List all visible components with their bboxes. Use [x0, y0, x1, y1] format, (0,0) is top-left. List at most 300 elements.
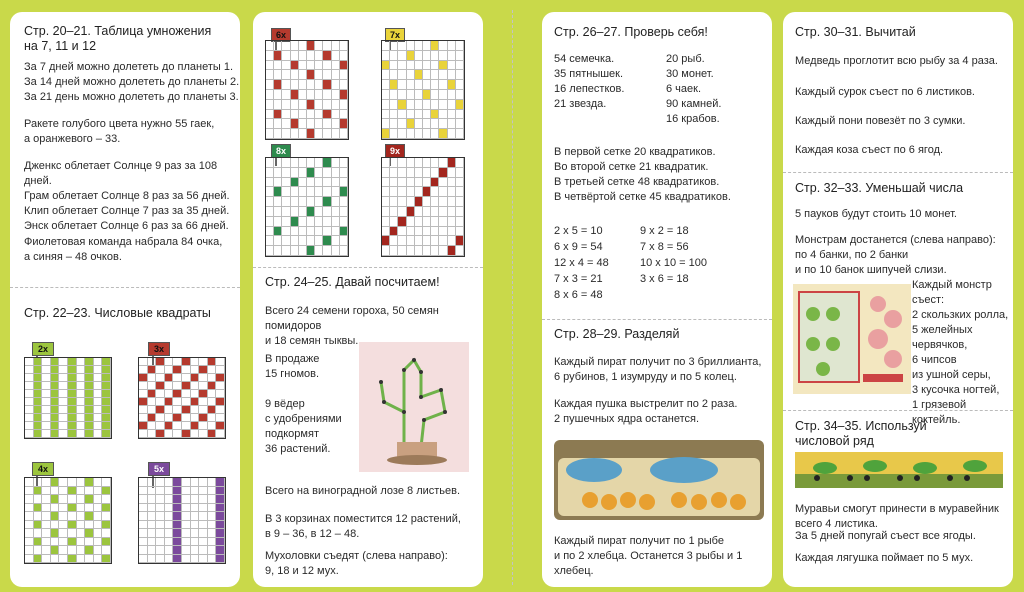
grid-cell — [51, 414, 60, 422]
grid-cell — [216, 398, 225, 406]
grid-cell — [439, 178, 447, 188]
grid-cell — [415, 168, 423, 178]
grid-cell — [42, 366, 51, 374]
grid-cell — [165, 529, 174, 538]
grid-cell — [266, 51, 274, 61]
grid-cell — [42, 495, 51, 504]
grid-cell — [431, 90, 439, 100]
grid-cell — [299, 227, 307, 237]
grid-cell — [59, 422, 68, 430]
grid-cell — [456, 110, 464, 120]
grid-cell — [34, 478, 43, 487]
grid-cell — [34, 358, 43, 366]
grid-label-9x: 9x — [385, 144, 405, 158]
number-grid-5x — [138, 477, 226, 564]
grid-cell — [85, 512, 94, 521]
grid-cell — [315, 217, 323, 227]
grid-cell — [274, 227, 282, 237]
grid-cell — [199, 555, 208, 564]
grid-cell — [148, 414, 157, 422]
grid-cell — [382, 100, 390, 110]
grid-cell — [216, 478, 225, 487]
grid-cell — [398, 246, 406, 256]
grid-cell — [25, 555, 34, 564]
grid-label-3x: 3x — [148, 342, 170, 356]
grid-cell — [77, 390, 86, 398]
section-title-20-21: Стр. 20–21. Таблица умножения на 7, 11 и 12 — [24, 24, 212, 53]
grid-cell — [94, 495, 103, 504]
grid-cell — [299, 236, 307, 246]
grid-cell — [282, 187, 290, 197]
grid-cell — [139, 538, 148, 547]
grid-cell — [25, 366, 34, 374]
grid-cell — [266, 90, 274, 100]
grid-cell — [191, 358, 200, 366]
grid-cell — [68, 504, 77, 513]
grid-cell — [340, 110, 348, 120]
grid-cell — [77, 487, 86, 496]
grid-cell — [208, 495, 217, 504]
grid-cell — [291, 197, 299, 207]
grid-cell — [42, 555, 51, 564]
grid-cell — [323, 207, 331, 217]
grid-cell — [266, 129, 274, 139]
grid-cell — [390, 227, 398, 237]
grid-cell — [165, 374, 174, 382]
grid-cell — [382, 119, 390, 129]
grid-cell — [323, 178, 331, 188]
grid-cell — [208, 422, 217, 430]
grid-cell — [199, 398, 208, 406]
grid-cell — [282, 236, 290, 246]
grid-cell — [208, 538, 217, 547]
grid-cell — [291, 158, 299, 168]
grid-cell — [148, 555, 157, 564]
grid-cell — [191, 390, 200, 398]
grid-cell — [307, 41, 315, 51]
grid-cell — [51, 422, 60, 430]
grid-cell — [390, 246, 398, 256]
grid-cell — [282, 61, 290, 71]
grid-cell — [415, 100, 423, 110]
grid-cell — [307, 119, 315, 129]
grid-cell — [156, 430, 165, 438]
grid-cell — [191, 512, 200, 521]
grid-cell — [382, 246, 390, 256]
grid-cell — [274, 187, 282, 197]
grid-cell — [307, 207, 315, 217]
grid-cell — [398, 100, 406, 110]
grid-cell — [156, 422, 165, 430]
grid-cell — [332, 80, 340, 90]
grid-cell — [199, 390, 208, 398]
grid-cell — [173, 504, 182, 513]
grid-cell — [59, 430, 68, 438]
grid-cell — [315, 119, 323, 129]
grid-cell — [415, 41, 423, 51]
grid-cell — [315, 41, 323, 51]
grid-cell — [199, 358, 208, 366]
grid-cell — [77, 538, 86, 547]
grid-cell — [42, 390, 51, 398]
number-grid-7x — [381, 40, 465, 140]
grid-cell — [448, 197, 456, 207]
grid-cell — [68, 521, 77, 530]
grid-cell — [448, 70, 456, 80]
answer-gnomes: В продаже 15 гномов. — [265, 353, 320, 380]
grid-cell — [165, 521, 174, 530]
grid-cell — [165, 414, 174, 422]
grid-cell — [148, 546, 157, 555]
grid-cell — [448, 187, 456, 197]
grid-cell — [191, 555, 200, 564]
grid-cell — [59, 546, 68, 555]
grid-cell — [307, 227, 315, 237]
grid-cell — [216, 406, 225, 414]
grid-cell — [423, 217, 431, 227]
grid-cell — [382, 90, 390, 100]
grid-cell — [291, 61, 299, 71]
grid-cell — [340, 119, 348, 129]
grid-cell — [423, 90, 431, 100]
grid-cell — [407, 178, 415, 188]
grid-cell — [85, 538, 94, 547]
grid-cell — [68, 358, 77, 366]
grid-cell — [382, 70, 390, 80]
grid-cell — [77, 374, 86, 382]
grid-cell — [102, 555, 111, 564]
grid-cell — [173, 374, 182, 382]
answer-list-left: 54 семечка. 35 пятнышек. 16 лепестков. 21 звезда. — [554, 53, 625, 110]
grid-cell — [266, 168, 274, 178]
grid-cell — [165, 422, 174, 430]
grid-cell — [51, 358, 60, 366]
grid-cell — [34, 529, 43, 538]
grid-cell — [191, 414, 200, 422]
grid-cell — [85, 406, 94, 414]
grid-cell — [139, 430, 148, 438]
grid-cell — [439, 80, 447, 90]
grid-cell — [382, 178, 390, 188]
grid-cell — [448, 207, 456, 217]
answer-frogs: Каждая лягушка поймает по 5 мух. — [795, 552, 974, 564]
grid-cell — [191, 422, 200, 430]
grid-cell — [77, 414, 86, 422]
grid-cell — [77, 358, 86, 366]
grid-cell — [291, 227, 299, 237]
grid-cell — [59, 358, 68, 366]
grid-cell — [51, 398, 60, 406]
grid-cell — [340, 90, 348, 100]
grid-cell — [139, 546, 148, 555]
grid-cell — [415, 217, 423, 227]
grid-cell — [182, 374, 191, 382]
grid-cell — [398, 187, 406, 197]
grid-cell — [191, 521, 200, 530]
grid-cell — [199, 538, 208, 547]
grid-cell — [456, 246, 464, 256]
grid-cell — [42, 529, 51, 538]
grid-cell — [282, 217, 290, 227]
grid-cell — [299, 41, 307, 51]
grid-cell — [274, 129, 282, 139]
grid-cell — [332, 217, 340, 227]
grid-cell — [77, 366, 86, 374]
grid-cell — [102, 390, 111, 398]
grid-cell — [139, 398, 148, 406]
grid-cell — [42, 478, 51, 487]
grid-cell — [156, 382, 165, 390]
grid-cell — [51, 487, 60, 496]
grid-cell — [274, 100, 282, 110]
grid-cell — [94, 390, 103, 398]
panel-pages-24-25 — [253, 12, 483, 587]
grid-cell — [148, 398, 157, 406]
grid-cell — [216, 538, 225, 547]
divider — [783, 172, 1013, 173]
grid-cell — [340, 197, 348, 207]
grid-cell — [423, 100, 431, 110]
grid-cell — [156, 478, 165, 487]
grid-cell — [382, 80, 390, 90]
grid-cell — [208, 478, 217, 487]
grid-cell — [423, 187, 431, 197]
grid-cell — [208, 358, 217, 366]
grid-cell — [307, 51, 315, 61]
grid-cell — [156, 504, 165, 513]
grid-cell — [156, 555, 165, 564]
grid-cell — [431, 61, 439, 71]
grid-cell — [390, 158, 398, 168]
grid-cell — [266, 178, 274, 188]
grid-cell — [456, 178, 464, 188]
grid-cell — [216, 414, 225, 422]
grid-cell — [85, 504, 94, 513]
divider — [10, 287, 240, 288]
grid-cell — [208, 414, 217, 422]
grid-cell — [282, 41, 290, 51]
grid-cell — [340, 51, 348, 61]
grid-cell — [439, 168, 447, 178]
grid-cell — [148, 374, 157, 382]
grid-cell — [34, 430, 43, 438]
grid-cell — [323, 217, 331, 227]
grid-cell — [85, 398, 94, 406]
grid-cell — [148, 495, 157, 504]
grid-cell — [25, 382, 34, 390]
grid-cell — [274, 90, 282, 100]
grid-cell — [85, 414, 94, 422]
grid-cell — [307, 110, 315, 120]
grid-cell — [51, 538, 60, 547]
grid-cell — [390, 119, 398, 129]
grid-cell — [382, 187, 390, 197]
grid-cell — [182, 529, 191, 538]
grid-cell — [415, 129, 423, 139]
grid-cell — [148, 382, 157, 390]
grid-cell — [34, 504, 43, 513]
grid-cell — [456, 236, 464, 246]
grid-cell — [266, 100, 274, 110]
grid-cell — [448, 110, 456, 120]
grid-cell — [191, 504, 200, 513]
grid-cell — [25, 422, 34, 430]
grid-cell — [199, 382, 208, 390]
grid-cell — [165, 504, 174, 513]
grid-cell — [340, 80, 348, 90]
grid-cell — [448, 100, 456, 110]
grid-cell — [208, 529, 217, 538]
grid-cell — [340, 158, 348, 168]
grid-cell — [332, 187, 340, 197]
grid-cell — [34, 422, 43, 430]
grid-cell — [340, 41, 348, 51]
grid-cell — [423, 178, 431, 188]
grid-cell — [323, 100, 331, 110]
grid-cell — [85, 430, 94, 438]
grid-cell — [291, 187, 299, 197]
grid-cell — [139, 358, 148, 366]
grid-label-8x: 8x — [271, 144, 291, 158]
grid-cell — [423, 227, 431, 237]
grid-cell — [332, 197, 340, 207]
grid-cell — [42, 382, 51, 390]
grid-cell — [191, 478, 200, 487]
grid-cell — [208, 382, 217, 390]
grid-cell — [182, 555, 191, 564]
grid-cell — [274, 80, 282, 90]
grid-cell — [315, 51, 323, 61]
section-title-26-27: Стр. 26–27. Проверь себя! — [554, 25, 708, 39]
grid-cell — [94, 430, 103, 438]
grid-cell — [102, 546, 111, 555]
grid-cell — [274, 119, 282, 129]
grid-cell — [315, 236, 323, 246]
grid-cell — [59, 555, 68, 564]
grid-cell — [68, 512, 77, 521]
grid-cell — [274, 197, 282, 207]
grid-cell — [25, 406, 34, 414]
grid-cell — [173, 382, 182, 390]
grid-cell — [34, 546, 43, 555]
grid-cell — [274, 207, 282, 217]
grid-cell — [274, 168, 282, 178]
grid-cell — [398, 207, 406, 217]
divider — [542, 319, 772, 320]
grid-cell — [291, 70, 299, 80]
grid-cell — [25, 390, 34, 398]
grid-cell — [266, 70, 274, 80]
grid-cell — [173, 495, 182, 504]
grid-cell — [431, 178, 439, 188]
grid-cell — [208, 406, 217, 414]
grid-cell — [423, 129, 431, 139]
grid-cell — [332, 246, 340, 256]
grid-cell — [415, 119, 423, 129]
grid-cell — [25, 504, 34, 513]
grid-cell — [25, 358, 34, 366]
grid-cell — [85, 374, 94, 382]
grid-cell — [59, 512, 68, 521]
grid-cell — [25, 538, 34, 547]
grid-cell — [382, 41, 390, 51]
grid-cell — [148, 390, 157, 398]
grid-cell — [156, 414, 165, 422]
grid-cell — [415, 158, 423, 168]
grid-cell — [398, 168, 406, 178]
grid-cell — [68, 406, 77, 414]
grid-cell — [102, 358, 111, 366]
answer-list-right: 20 рыб. 30 монет. 6 чаек. 90 камней. 16 крабов. — [666, 53, 722, 125]
grid-cell — [182, 382, 191, 390]
grid-cell — [398, 178, 406, 188]
grid-cell — [102, 430, 111, 438]
grid-cell — [51, 504, 60, 513]
grid-cell — [431, 119, 439, 129]
grid-cell — [439, 246, 447, 256]
grid-cell — [59, 529, 68, 538]
grid-cell — [456, 197, 464, 207]
grid-cell — [307, 80, 315, 90]
grid-cell — [415, 227, 423, 237]
grid-cell — [431, 197, 439, 207]
grid-cell — [332, 41, 340, 51]
grid-cell — [173, 390, 182, 398]
grid-cell — [323, 110, 331, 120]
grid-cell — [94, 487, 103, 496]
grid-cell — [94, 406, 103, 414]
grid-cell — [423, 197, 431, 207]
grid-cell — [173, 414, 182, 422]
grid-cell — [448, 227, 456, 237]
grid-cell — [199, 487, 208, 496]
grid-cell — [42, 512, 51, 521]
grid-cell — [398, 217, 406, 227]
grid-cell — [398, 236, 406, 246]
grid-cell — [415, 90, 423, 100]
grid-cell — [315, 110, 323, 120]
grid-cell — [340, 217, 348, 227]
grid-cell — [182, 487, 191, 496]
grid-cell — [439, 51, 447, 61]
grid-cell — [102, 398, 111, 406]
grid-cell — [456, 187, 464, 197]
grid-cell — [291, 236, 299, 246]
grid-cell — [439, 227, 447, 237]
grid-cell — [315, 80, 323, 90]
number-grid-3x — [138, 357, 226, 439]
grid-cell — [148, 512, 157, 521]
grid-cell — [266, 80, 274, 90]
grid-cell — [42, 504, 51, 513]
grid-cell — [68, 495, 77, 504]
grid-cell — [102, 382, 111, 390]
grid-cell — [182, 430, 191, 438]
answer-goat: Каждая коза съест по 6 ягод. — [795, 144, 944, 156]
grid-cell — [173, 555, 182, 564]
grid-cell — [165, 495, 174, 504]
grid-cell — [59, 504, 68, 513]
grid-cell — [182, 390, 191, 398]
grid-cell — [415, 207, 423, 217]
grid-cell — [407, 41, 415, 51]
grid-cell — [139, 495, 148, 504]
grid-cell — [398, 227, 406, 237]
grid-cell — [173, 358, 182, 366]
grid-cell — [439, 197, 447, 207]
grid-cell — [77, 406, 86, 414]
grid-cell — [94, 512, 103, 521]
